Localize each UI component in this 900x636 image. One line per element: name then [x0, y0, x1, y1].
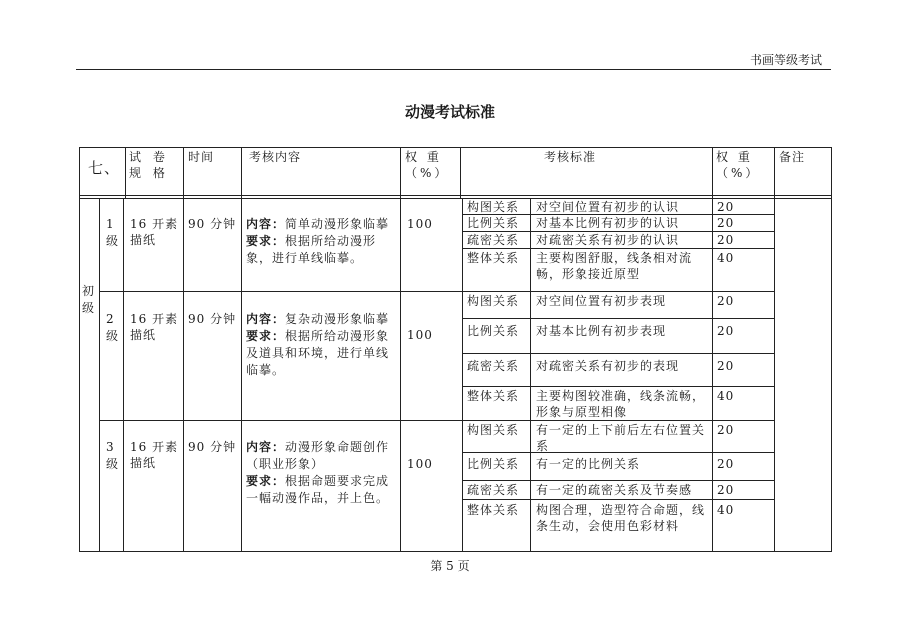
criterion-name: 疏密关系 — [467, 233, 520, 247]
col-line — [99, 198, 100, 552]
criterion-weight: 20 — [717, 216, 735, 230]
level-number: 3 — [106, 440, 115, 454]
requirement-text: 根据命题要求完成一幅动漫作品，并上色。 — [246, 474, 390, 505]
criterion-desc: 有一定的疏密关系及节奏感 — [536, 483, 693, 497]
header-content: 考核内容 — [249, 150, 302, 164]
exam-content — [246, 439, 398, 507]
content-text: 复杂动漫形象临摹 — [285, 312, 390, 326]
criterion-name: 整体关系 — [467, 389, 520, 403]
header-section: 七、 — [88, 159, 121, 177]
criterion-desc: 有一定的比例关系 — [536, 457, 641, 471]
criterion-desc: 对空间位置有初步的认识 — [536, 200, 680, 214]
content-label: 内容： — [246, 440, 286, 454]
header-sub-weight: 权 重（%） — [716, 150, 761, 180]
criterion-name: 比例关系 — [467, 324, 520, 338]
header-divider — [79, 195, 832, 196]
content-text: 动漫形象命题创作（职业形象） — [246, 440, 390, 471]
criterion-desc: 对基本比例有初步的认识 — [536, 216, 680, 230]
level-grade: 级 — [106, 329, 120, 343]
exam-time: 90 分钟 — [188, 440, 237, 454]
exam-content — [246, 216, 398, 267]
page-number: 第 5 页 — [430, 559, 470, 573]
criteria-divider — [462, 386, 774, 387]
criterion-weight: 40 — [717, 251, 735, 265]
requirement-text: 根据所给动漫形象，进行单线临摹。 — [246, 234, 377, 265]
paper-spec: 16 开素描纸 — [130, 440, 179, 470]
content-label: 内容： — [246, 217, 286, 231]
criterion-weight: 20 — [717, 457, 735, 471]
level-divider — [99, 291, 774, 292]
criterion-weight: 20 — [717, 324, 735, 338]
criterion-desc: 对基本比例有初步表现 — [536, 324, 667, 338]
criterion-name: 整体关系 — [467, 251, 520, 265]
criterion-weight: 20 — [717, 294, 735, 308]
content-text: 简单动漫形象临摹 — [285, 217, 390, 231]
criterion-desc: 主要构图舒服，线条相对流畅，形象接近原型 — [536, 251, 693, 281]
criteria-divider — [462, 480, 774, 481]
col-line — [460, 147, 461, 198]
exam-content — [246, 311, 398, 379]
criterion-name: 构图关系 — [467, 423, 520, 437]
level-grade: 级 — [106, 234, 120, 248]
level-grade: 级 — [106, 457, 120, 471]
criteria-divider — [462, 353, 774, 354]
criterion-desc: 对疏密关系有初步的表现 — [536, 359, 680, 373]
criterion-name: 构图关系 — [467, 200, 520, 214]
header-spec: 试 卷 规 格 — [129, 150, 169, 180]
level-weight: 100 — [407, 457, 433, 471]
level-weight: 100 — [407, 328, 433, 342]
header-note: 备注 — [779, 150, 806, 164]
criterion-name: 疏密关系 — [467, 483, 520, 497]
criterion-name: 疏密关系 — [467, 359, 520, 373]
requirement-label: 要求： — [246, 329, 286, 343]
col-line — [400, 147, 401, 552]
criterion-weight: 20 — [717, 423, 735, 437]
header-weight: 权 重（%） — [405, 150, 450, 180]
criterion-name: 比例关系 — [467, 216, 520, 230]
criterion-weight: 20 — [717, 200, 735, 214]
criterion-weight: 40 — [717, 503, 735, 517]
page-header: 书画等级考试 — [749, 53, 822, 67]
col-line — [125, 147, 126, 198]
exam-time: 90 分钟 — [188, 217, 237, 231]
level-group-label: 初级 — [82, 284, 95, 315]
level-number: 2 — [106, 312, 115, 326]
criterion-desc: 构图合理，造型符合命题，线条生动，会使用色彩材料 — [536, 503, 706, 533]
header-time: 时间 — [188, 150, 215, 164]
paper-spec: 16 开素描纸 — [130, 312, 179, 342]
exam-time: 90 分钟 — [188, 312, 237, 326]
criterion-name: 整体关系 — [467, 503, 520, 517]
header-rule — [76, 69, 831, 70]
criterion-desc: 有一定的上下前后左右位置关系 — [536, 423, 706, 453]
level-weight: 100 — [407, 217, 433, 231]
col-line — [241, 147, 242, 552]
col-line — [123, 198, 124, 552]
requirement-label: 要求： — [246, 234, 286, 248]
criterion-desc: 主要构图较准确，线条流畅，形象与原型相像 — [536, 389, 706, 419]
level-number: 1 — [106, 217, 115, 231]
level-divider — [99, 420, 774, 421]
criterion-weight: 20 — [717, 483, 735, 497]
criterion-weight: 40 — [717, 389, 735, 403]
col-line — [183, 147, 184, 552]
content-label: 内容： — [246, 312, 286, 326]
criteria-divider — [462, 248, 774, 249]
header-standard: 考核标准 — [544, 150, 597, 164]
document-title: 动漫考试标准 — [404, 103, 495, 121]
col-line — [774, 147, 775, 552]
criteria-divider — [462, 499, 774, 500]
criterion-weight: 20 — [717, 233, 735, 247]
requirement-text: 根据所给动漫形象及道具和环境，进行单线临摹。 — [246, 329, 390, 377]
col-line — [712, 147, 713, 552]
criterion-name: 构图关系 — [467, 294, 520, 308]
criteria-divider — [462, 318, 774, 319]
criterion-weight: 20 — [717, 359, 735, 373]
criterion-desc: 对空间位置有初步表现 — [536, 294, 667, 308]
requirement-label: 要求： — [246, 474, 286, 488]
paper-spec: 16 开素描纸 — [130, 217, 179, 247]
criterion-name: 比例关系 — [467, 457, 520, 471]
criterion-desc: 对疏密关系有初步的认识 — [536, 233, 680, 247]
